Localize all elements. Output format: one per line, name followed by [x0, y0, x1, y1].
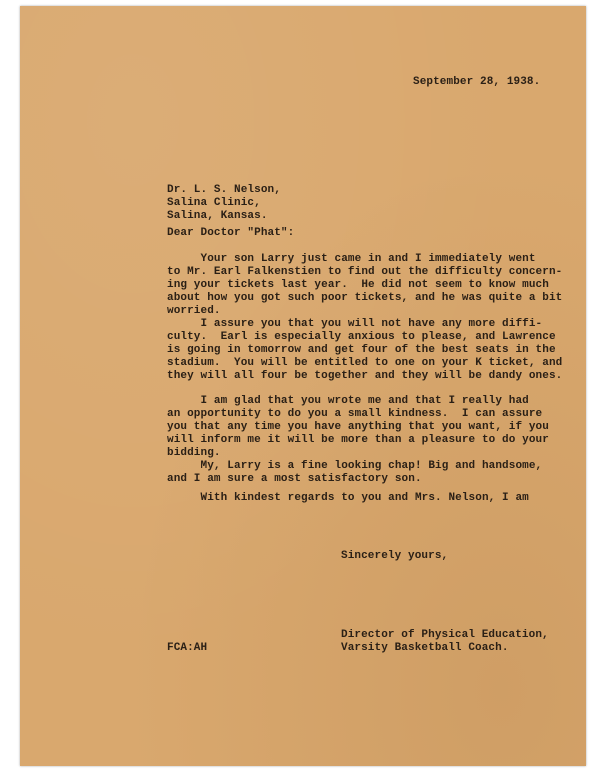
body-paragraph-3: I am glad that you wrote me and that I really had an opportunity to do you a small kindness. I can assure you that any time you have anything that you want, if you will inform me it will be more than a pleasure to do your bidding.	[167, 395, 549, 459]
complimentary-closing: Sincerely yours,	[341, 550, 449, 562]
reference-initials: FCA:AH	[167, 642, 208, 654]
body-paragraph-2: I assure you that you will not have any more diffi- culty. Earl is especially anxious to please, and Lawrence is going in tomorrow and get four of the best seats in the stadium. You will be entitled to one on your K ticket, and they will all four be together and they will be dandy ones.	[167, 318, 563, 382]
letter-date: September 28, 1938.	[413, 76, 541, 88]
body-paragraph-5: With kindest regards to you and Mrs. Nelson, I am	[167, 492, 529, 504]
body-paragraph-4: My, Larry is a fine looking chap! Big and handsome, and I am sure a most satisfactory son.	[167, 460, 543, 485]
salutation: Dear Doctor "Phat":	[167, 227, 295, 239]
letter-paper	[20, 6, 586, 766]
signature-title-block: Director of Physical Education, Varsity Basketball Coach.	[341, 629, 549, 654]
recipient-address: Dr. L. S. Nelson, Salina Clinic, Salina, Kansas.	[167, 184, 281, 222]
body-paragraph-1: Your son Larry just came in and I immediately went to Mr. Earl Falkenstien to find out the difficulty concern- ing your tickets last year. He did not seem to know much about how you got such poor tickets, and he was quite a bit worried.	[167, 253, 563, 317]
